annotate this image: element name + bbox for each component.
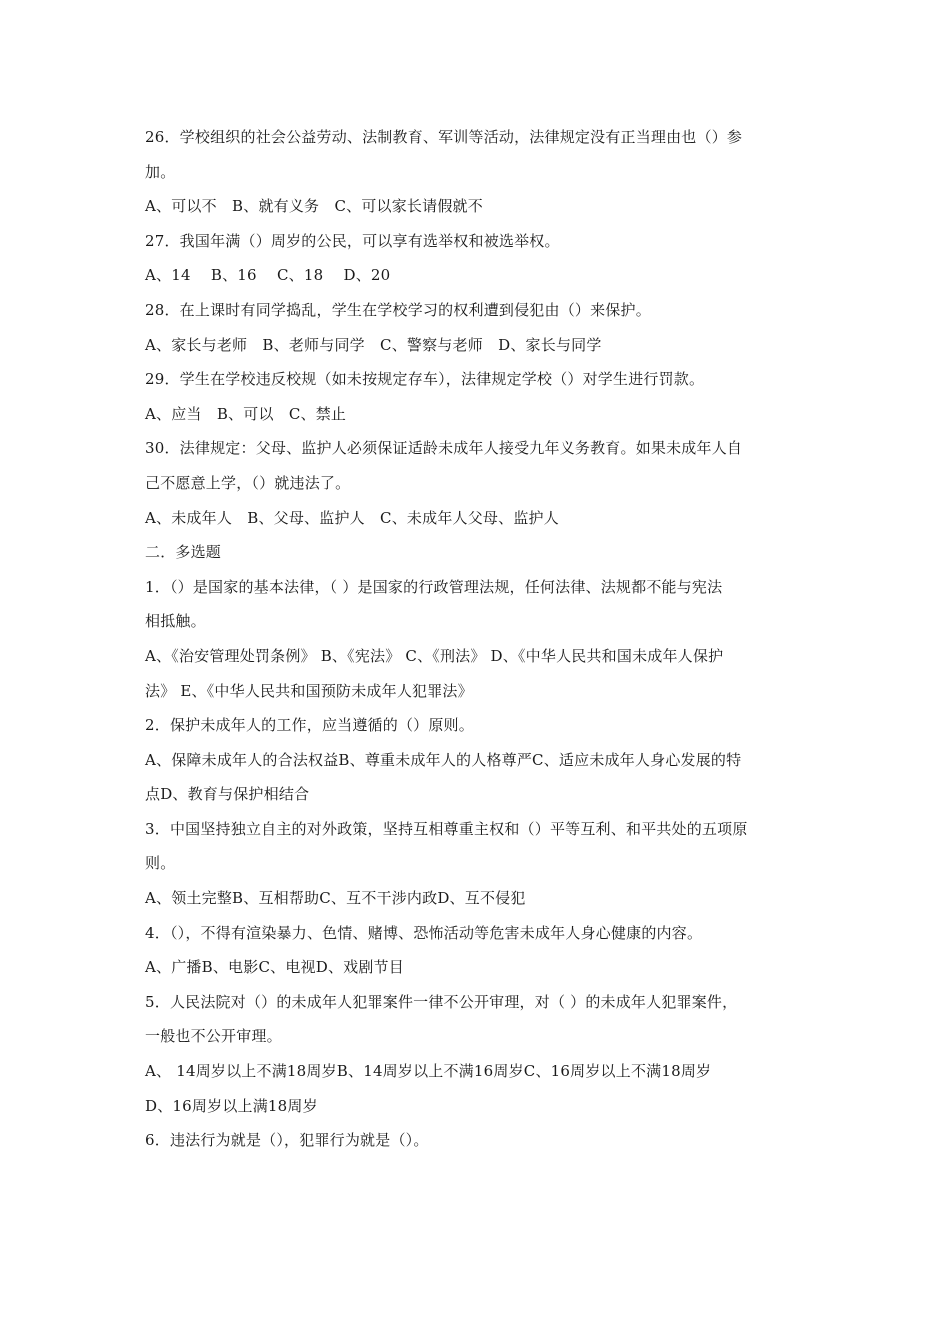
question-text-line: 则。 <box>145 854 176 873</box>
answer-options-line: 点D、教育与保护相结合 <box>145 785 310 804</box>
section-heading: 二．多选题 <box>145 543 222 562</box>
answer-options-line: A、广播B、电影C、电视D、戏剧节目 <box>145 958 404 977</box>
answer-options-line: A、保障未成年人的合法权益B、尊重未成年人的人格尊严C、适应未成年人身心发展的特 <box>145 750 742 769</box>
question-text-line: 加。 <box>145 162 176 181</box>
answer-options-line: A、家长与老师 B、老师与同学 C、警察与老师 D、家长与同学 <box>145 335 602 354</box>
question-text-line: 己不愿意上学，（）就违法了。 <box>145 473 351 492</box>
question-text-line: 3．中国坚持独立自主的对外政策，坚持互相尊重主权和（）平等互利、和平共处的五项原 <box>145 819 748 838</box>
answer-options-line: A、《治安管理处罚条例》 B、《宪法》 C、《刑法》 D、《中华人民共和国未成年人保护 <box>145 646 724 665</box>
question-text-line: 6．违法行为就是（），犯罪行为就是（）。 <box>145 1131 429 1150</box>
question-text-line: 28．在上课时有同学捣乱，学生在学校学习的权利遭到侵犯由（）来保护。 <box>145 300 651 319</box>
question-text-line: 相抵触。 <box>145 612 206 631</box>
answer-options-line: A、 14周岁以上不满18周岁B、14周岁以上不满16周岁C、16周岁以上不满18周岁 <box>145 1062 712 1081</box>
answer-options-line: A、领土完整B、互相帮助C、互不干涉内政D、互不侵犯 <box>145 889 526 908</box>
question-text-line: 4．（），不得有渲染暴力、色情、赌博、恐怖活动等危害未成年人身心健康的内容。 <box>145 923 703 942</box>
question-text-line: 30．法律规定：父母、监护人必须保证适龄未成年人接受九年义务教育。如果未成年人自 <box>145 439 743 458</box>
answer-options-line: 法》 E、《中华人民共和国预防未成年人犯罪法》 <box>145 681 473 700</box>
document-body <box>145 120 815 1158</box>
question-text-line: 一般也不公开审理。 <box>145 1027 282 1046</box>
question-text-line: 5．人民法院对（）的未成年人犯罪案件一律不公开审理，对（ ）的未成年人犯罪案件， <box>145 992 738 1011</box>
question-text-line: 27．我国年满（）周岁的公民，可以享有选举权和被选举权。 <box>145 231 560 250</box>
answer-options-line: A、可以不 B、就有义务 C、可以家长请假就不 <box>145 197 483 216</box>
answer-options-line: A、未成年人 B、父母、监护人 C、未成年人父母、监护人 <box>145 508 559 527</box>
question-text-line: 1．（）是国家的基本法律，（ ）是国家的行政管理法规，任何法律、法规都不能与宪法 <box>145 577 723 596</box>
answer-options-line: A、应当 B、可以 C、禁止 <box>145 404 347 423</box>
question-text-line: 26．学校组织的社会公益劳动、法制教育、军训等活动，法律规定没有正当理由也（）参 <box>145 128 743 146</box>
answer-options-line: A、14 B、16 C、18 D、20 <box>145 266 391 285</box>
answer-options-line: D、16周岁以上满18周岁 <box>145 1096 318 1115</box>
question-text-line: 29．学生在学校违反校规（如未按规定存车），法律规定学校（）对学生进行罚款。 <box>145 370 705 389</box>
question-text-line: 2．保护未成年人的工作，应当遵循的（）原则。 <box>145 716 474 735</box>
